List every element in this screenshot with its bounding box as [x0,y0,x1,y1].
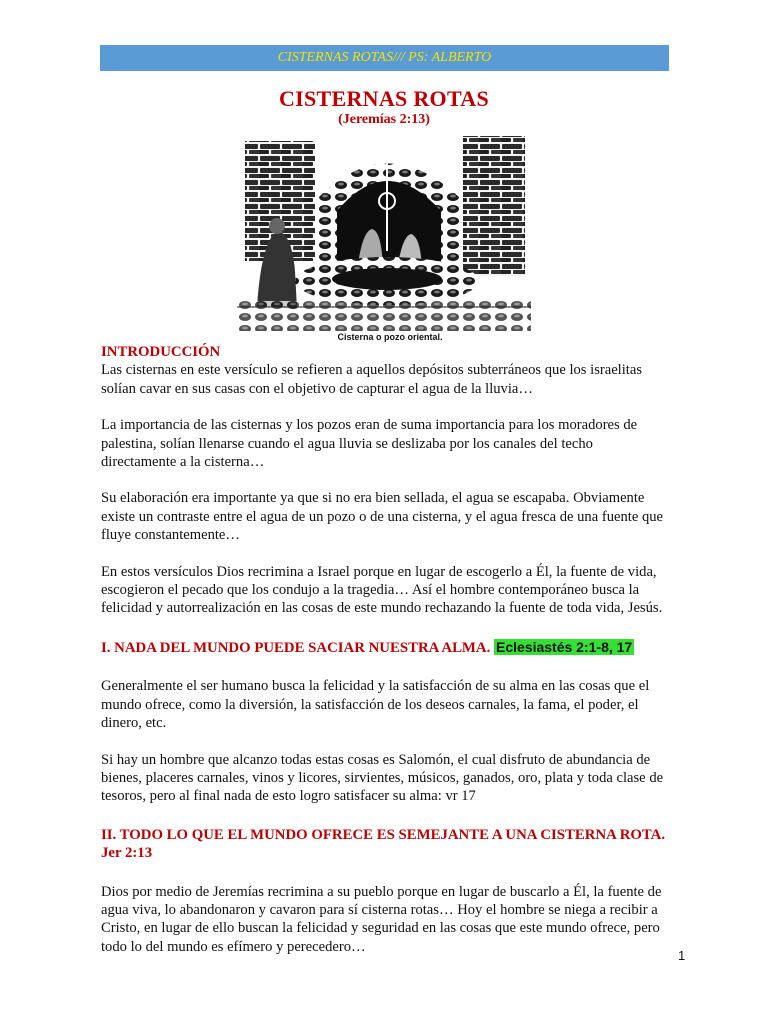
section-2-paragraph-1: Dios por medio de Jeremías recrimina a su pueblo porque en lugar de buscarlo a Él, la fuente de agua viva, lo abandonaron y cavaron para sí cisterna rotas… Hoy el hombre se niega a recibir a Cristo, en lugar de ello buscan la felicidad y seguridad en las cosas que este mundo ofrece, pero todo lo del mundo es efímero y perecedero… [101,883,662,955]
cistern-illustration [237,131,531,347]
section-2-heading: II. TODO LO QUE EL MUNDO OFRECE ES SEMEJANTE A UNA CISTERNA ROTA. Jer 2:13 [101,826,666,862]
intro-paragraph-4: En estos versículos Dios recrimina a Israel porque en lugar de escogerlo a Él, la fuente de vida, escogieron el pecado que los condujo a la tragedia… Así el hombre contemporáneo busca la felicidad y autorrealización en las cosas de este mundo rechazando la fuente de toda vida, Jesús. [101,563,663,617]
section-1-paragraph-1: Generalmente el ser humano busca la felicidad y la satisfacción de su alma en las cosas que el mundo ofrece, como la diversión, la satisfacción de los deseos carnales, la fama, el poder, el dinero, etc. [101,678,650,732]
figure-caption: Cisterna o pozo oriental. [337,332,443,342]
document-body [101,343,671,956]
running-header: CISTERNAS ROTAS/// PS: ALBERTO [100,45,669,71]
section-1-heading-text: I. NADA DEL MUNDO PUEDE SACIAR NUESTRA ALMA. [101,639,491,656]
intro-paragraph-1: Las cisternas en este versículo se refieren a aquellos depósitos subterráneos que los israelitas solían cavar en sus casas con el objetivo de capturar el agua de la lluvia… [101,362,643,397]
section-1-reference: Eclesiastés 2:1-8, 17 [496,638,633,655]
document-title: CISTERNAS ROTAS [278,86,490,111]
intro-paragraph-3: Su elaboración era importante ya que si no era bien sellada, el agua se escapaba. Obviamente existe un contraste entre el agua de un pozo o de una cisterna, y el agua fresca de una fuente que fluye constantemente… [101,490,664,544]
intro-paragraph-2: La importancia de las cisternas y los pozos eran de suma importancia para los moradores de palestina, solían llenarse cuando el agua lluvia se deslizaba por los canales del techo directamente a la cisterna… [101,417,638,471]
document-subtitle: (Jeremías 2:13) [338,112,430,127]
page-number: 1 [678,948,686,963]
well-drawing [237,131,531,331]
section-1-heading [101,638,671,657]
section-1-paragraph-2: Si hay un hombre que alcanzo todas estas cosas es Salomón, el cual disfruto de abundancia de bienes, placeres carnales, vinos y licores, sirvientes, músicos, ganados, oro, plata y toda clase de tesoros, pero al final nada de esto logro satisfacer su alma: vr 17 [101,751,664,805]
intro-heading: INTRODUCCIÓN [101,344,221,360]
